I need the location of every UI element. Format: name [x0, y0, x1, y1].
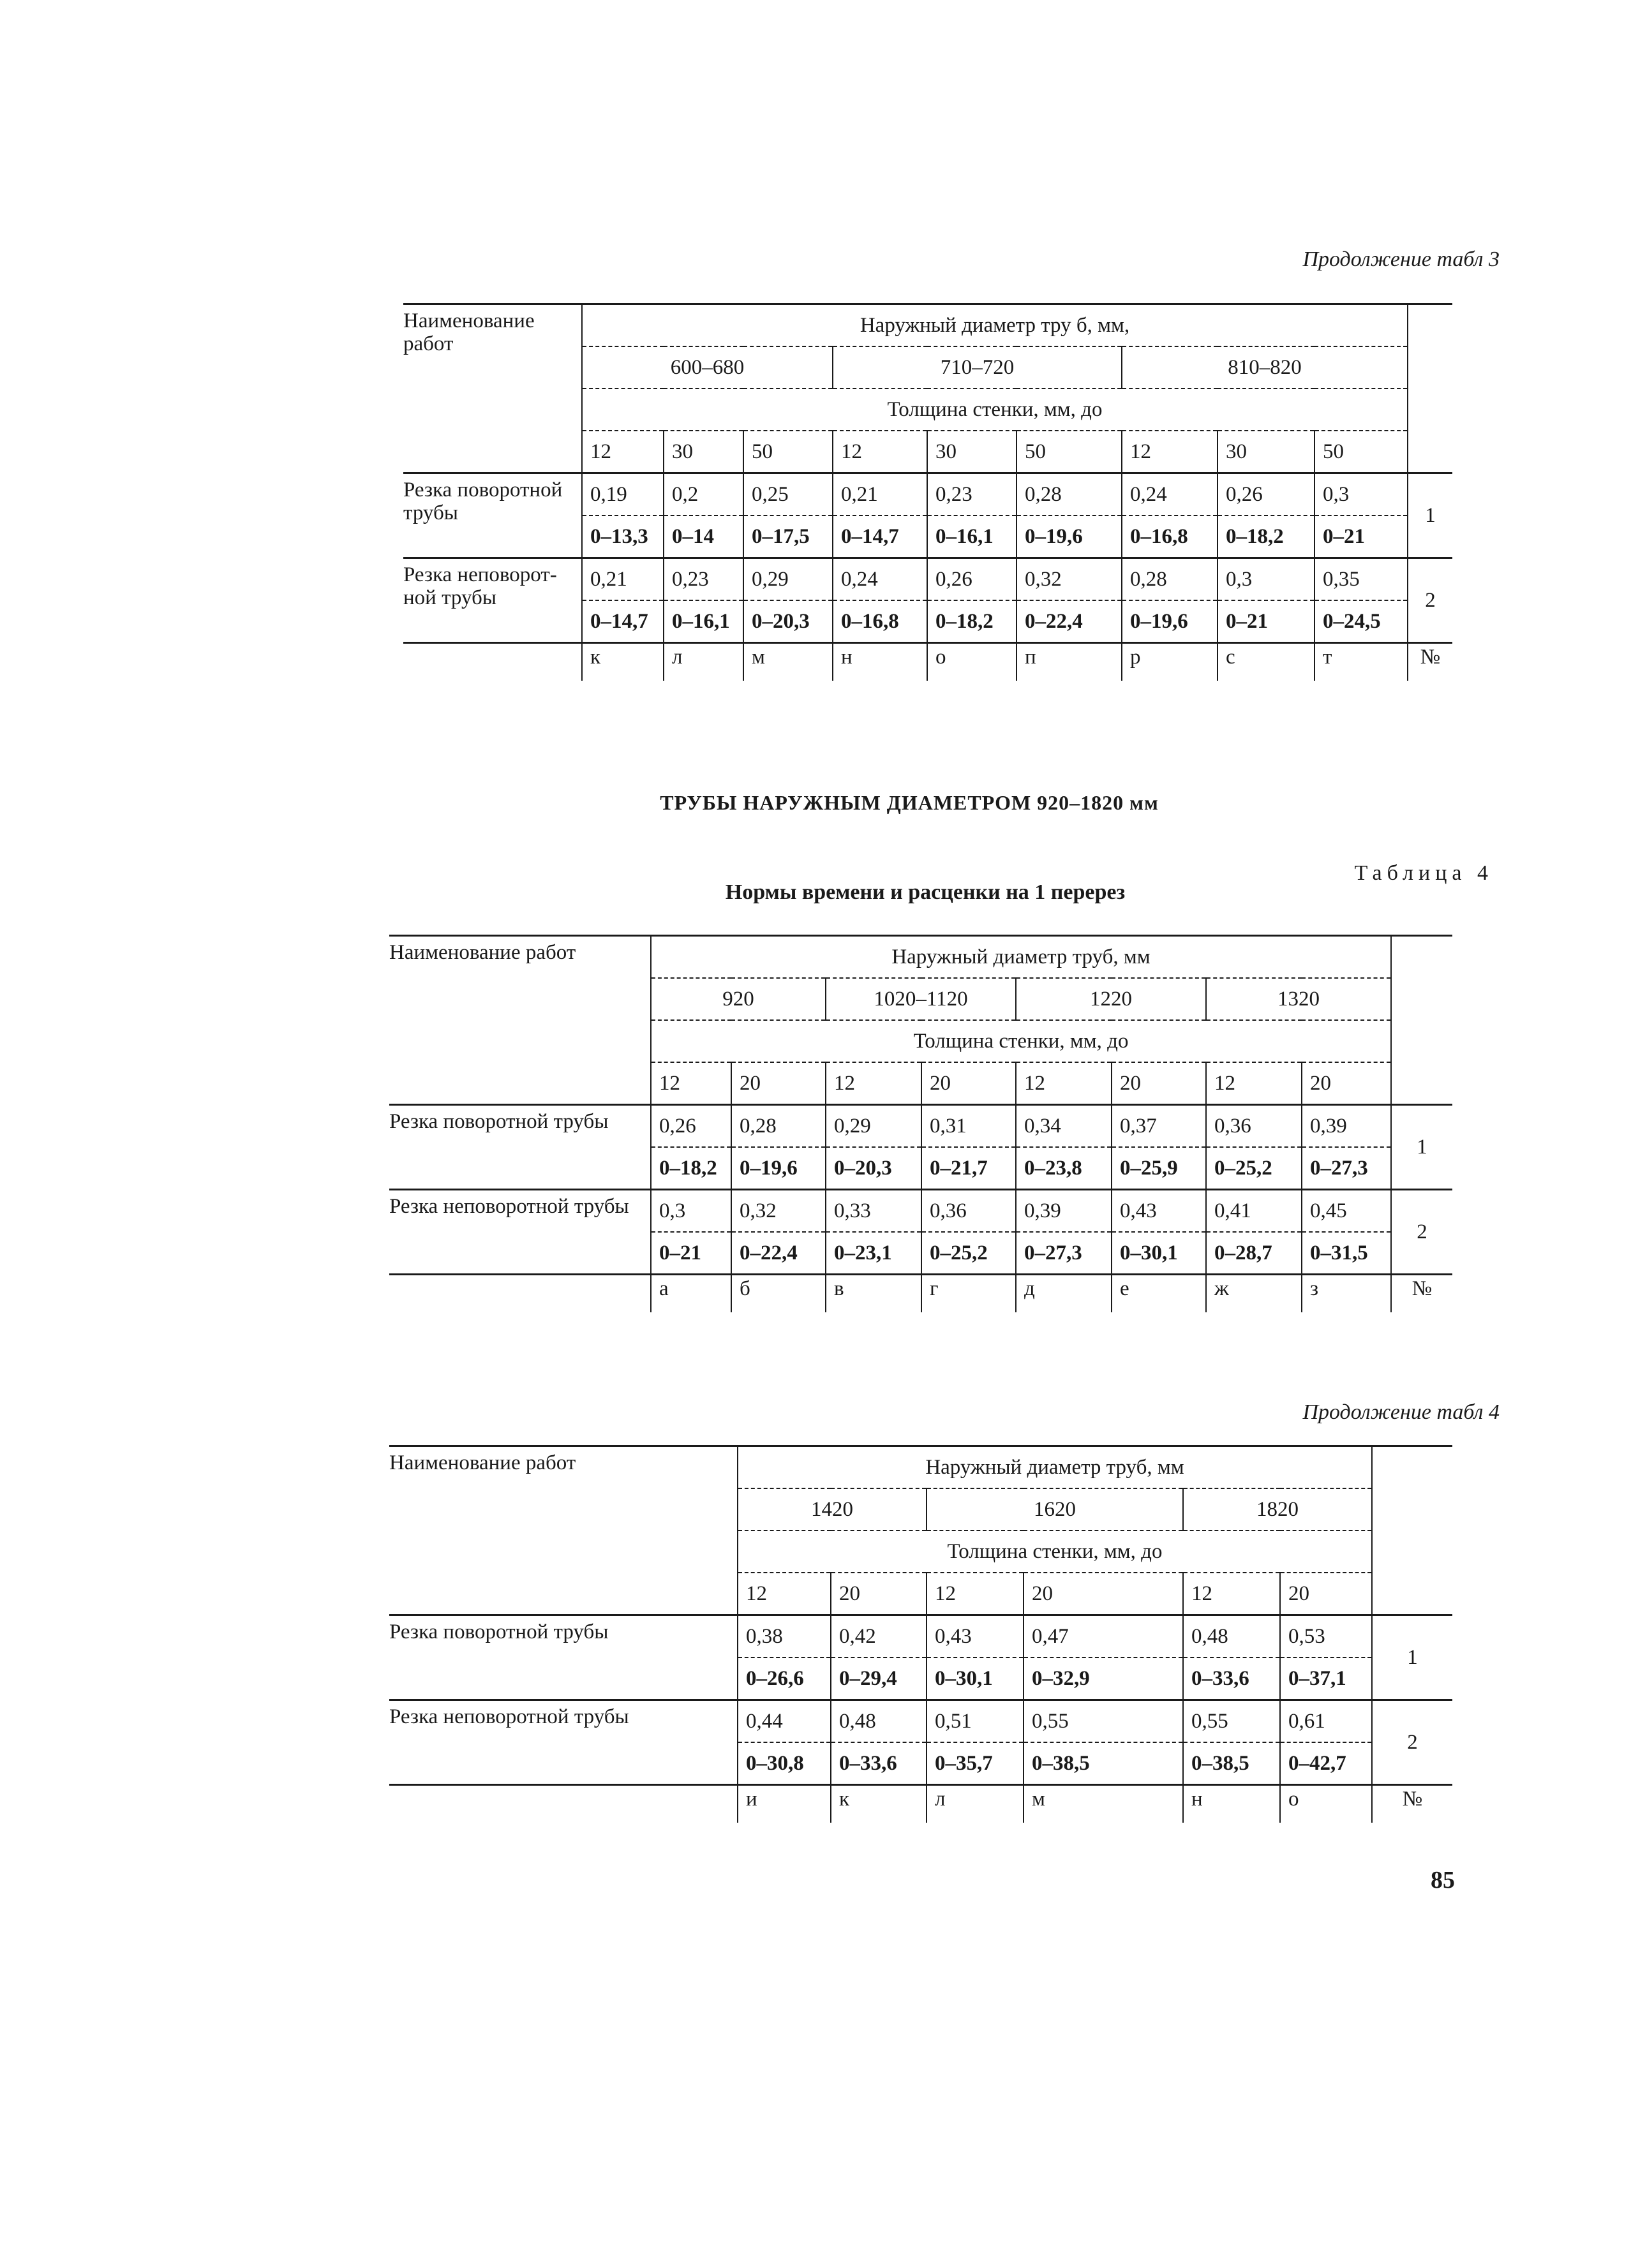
column-code: м	[1024, 1785, 1183, 1823]
time-norm: 0,42	[831, 1615, 927, 1658]
column-code: ж	[1206, 1275, 1302, 1313]
thickness-value: 20	[1280, 1573, 1372, 1615]
column-code: к	[582, 643, 664, 681]
column-code: м	[743, 643, 833, 681]
table4-label: Таблица 4	[1354, 861, 1493, 885]
time-norm: 0,29	[826, 1105, 921, 1148]
row-number: 1	[1408, 473, 1452, 558]
time-norm: 0,28	[1017, 473, 1122, 516]
column-code: с	[1218, 643, 1314, 681]
diameter-group: 710–720	[833, 346, 1122, 389]
time-norm: 0,53	[1280, 1615, 1372, 1658]
price-value: 0–18,2	[935, 609, 994, 633]
time-norm: 0,44	[738, 1700, 831, 1743]
price-value: 0–18,2	[659, 1156, 717, 1180]
name-column-header: Наименование работ	[403, 304, 582, 473]
diameter-header: Наружный диаметр труб, мм	[651, 936, 1391, 979]
thickness-value: 30	[1218, 431, 1314, 473]
number-column-header	[1391, 936, 1452, 1105]
time-norm: 0,45	[1302, 1190, 1391, 1233]
thickness-value: 20	[1112, 1062, 1206, 1105]
column-code: з	[1302, 1275, 1391, 1313]
time-norm: 0,35	[1314, 558, 1408, 601]
thickness-value: 12	[1183, 1573, 1280, 1615]
section-title: ТРУБЫ НАРУЖНЫМ ДИАМЕТРОМ 920–1820 мм	[660, 791, 1159, 814]
work-name: Резка неповоротной трубы	[389, 1700, 738, 1785]
table4	[389, 935, 1452, 1312]
number-column-header	[1372, 1446, 1452, 1615]
price-value: 0–17,5	[752, 524, 810, 548]
price-value: 0–21,7	[930, 1156, 988, 1180]
price-value: 0–19,6	[1130, 609, 1188, 633]
table3-continuation-label: Продолжение табл 3	[1302, 248, 1500, 271]
table4-continuation-label: Продолжение табл 4	[1302, 1400, 1500, 1424]
price-value: 0–22,4	[740, 1241, 798, 1264]
column-code: а	[651, 1275, 731, 1313]
time-norm: 0,48	[1183, 1615, 1280, 1658]
thickness-value: 20	[1302, 1062, 1391, 1105]
price-value: 0–19,6	[1025, 524, 1083, 548]
diameter-header: Наружный диаметр труб, мм	[738, 1446, 1372, 1489]
price-value: 0–16,8	[1130, 524, 1188, 548]
row-number: 2	[1372, 1700, 1452, 1785]
thickness-value: 20	[831, 1573, 927, 1615]
price-value: 0–23,1	[834, 1241, 892, 1264]
time-norm: 0,36	[1206, 1105, 1302, 1148]
thickness-value: 30	[664, 431, 743, 473]
price-value: 0–14,7	[841, 524, 899, 548]
price-value: 0–30,8	[746, 1751, 804, 1775]
time-norm: 0,25	[743, 473, 833, 516]
price-value: 0–16,1	[672, 609, 730, 633]
time-norm: 0,24	[833, 558, 927, 601]
thickness-value: 20	[1024, 1573, 1183, 1615]
thickness-value: 50	[1017, 431, 1122, 473]
thickness-header: Толщина стенки, мм, до	[651, 1020, 1391, 1062]
time-norm: 0,61	[1280, 1700, 1372, 1743]
column-code: в	[826, 1275, 921, 1313]
time-norm: 0,55	[1024, 1700, 1183, 1743]
diameter-group: 1620	[927, 1488, 1183, 1531]
work-name: Резка неповорот-ной трубы	[403, 558, 582, 643]
time-norm: 0,3	[651, 1190, 731, 1233]
price-value: 0–24,5	[1323, 609, 1381, 633]
time-norm: 0,41	[1206, 1190, 1302, 1233]
time-norm: 0,51	[927, 1700, 1024, 1743]
work-name: Резка поворотной трубы	[389, 1105, 651, 1190]
thickness-value: 12	[582, 431, 664, 473]
column-code: и	[738, 1785, 831, 1823]
time-norm: 0,3	[1314, 473, 1408, 516]
time-norm: 0,48	[831, 1700, 927, 1743]
table4-caption: Нормы времени и расценки на 1 перерез	[725, 880, 1126, 904]
column-code: п	[1017, 643, 1122, 681]
work-name: Резка неповоротной трубы	[389, 1190, 651, 1275]
price-value: 0–21	[1226, 609, 1268, 633]
thickness-value: 12	[833, 431, 927, 473]
price-value: 0–38,5	[1032, 1751, 1090, 1775]
price-value: 0–33,6	[839, 1751, 897, 1775]
thickness-value: 50	[1314, 431, 1408, 473]
column-code: о	[1280, 1785, 1372, 1823]
thickness-value: 30	[927, 431, 1017, 473]
price-value: 0–25,2	[1214, 1156, 1272, 1180]
time-norm: 0,47	[1024, 1615, 1183, 1658]
price-value: 0–25,2	[930, 1241, 988, 1264]
work-name: Резка поворотной трубы	[403, 473, 582, 558]
number-label: №	[1372, 1785, 1452, 1823]
column-code: г	[921, 1275, 1016, 1313]
price-value: 0–22,4	[1025, 609, 1083, 633]
price-value: 0–26,6	[746, 1666, 804, 1690]
price-value: 0–27,3	[1310, 1156, 1368, 1180]
price-value: 0–19,6	[740, 1156, 798, 1180]
footer-blank	[389, 1785, 738, 1823]
thickness-header: Толщина стенки, мм, до	[582, 389, 1408, 431]
column-code: т	[1314, 643, 1408, 681]
column-code: е	[1112, 1275, 1206, 1313]
diameter-group: 1020–1120	[826, 978, 1016, 1020]
time-norm: 0,24	[1122, 473, 1218, 516]
thickness-header: Толщина стенки, мм, до	[738, 1531, 1372, 1573]
footer-blank	[389, 1275, 651, 1313]
diameter-group: 1220	[1016, 978, 1206, 1020]
thickness-value: 12	[738, 1573, 831, 1615]
page-number: 85	[1431, 1867, 1455, 1894]
time-norm: 0,26	[1218, 473, 1314, 516]
diameter-group: 1420	[738, 1488, 927, 1531]
column-code: н	[833, 643, 927, 681]
time-norm: 0,28	[731, 1105, 826, 1148]
number-label: №	[1408, 643, 1452, 681]
time-norm: 0,39	[1302, 1105, 1391, 1148]
name-column-header: Наименование работ	[389, 1446, 738, 1615]
time-norm: 0,21	[833, 473, 927, 516]
price-value: 0–38,5	[1191, 1751, 1249, 1775]
column-code: о	[927, 643, 1017, 681]
price-value: 0–30,1	[1120, 1241, 1178, 1264]
price-value: 0–30,1	[935, 1666, 993, 1690]
time-norm: 0,2	[664, 473, 743, 516]
price-value: 0–23,8	[1024, 1156, 1082, 1180]
diameter-group: 600–680	[582, 346, 833, 389]
row-number: 1	[1372, 1615, 1452, 1700]
column-code: л	[664, 643, 743, 681]
time-norm: 0,43	[1112, 1190, 1206, 1233]
row-number: 2	[1391, 1190, 1452, 1275]
price-value: 0–18,2	[1226, 524, 1284, 548]
price-value: 0–16,1	[935, 524, 994, 548]
column-code: д	[1016, 1275, 1112, 1313]
price-value: 0–27,3	[1024, 1241, 1082, 1264]
thickness-value: 20	[731, 1062, 826, 1105]
time-norm: 0,43	[927, 1615, 1024, 1658]
number-column-header	[1408, 304, 1452, 473]
row-number: 1	[1391, 1105, 1452, 1190]
time-norm: 0,28	[1122, 558, 1218, 601]
column-code: н	[1183, 1785, 1280, 1823]
price-value: 0–21	[1323, 524, 1365, 548]
row-number: 2	[1408, 558, 1452, 643]
price-value: 0–16,8	[841, 609, 899, 633]
time-norm: 0,26	[927, 558, 1017, 601]
price-value: 0–25,9	[1120, 1156, 1178, 1180]
price-value: 0–29,4	[839, 1666, 897, 1690]
time-norm: 0,3	[1218, 558, 1314, 601]
price-value: 0–31,5	[1310, 1241, 1368, 1264]
price-value: 0–42,7	[1288, 1751, 1346, 1775]
time-norm: 0,23	[927, 473, 1017, 516]
price-value: 0–28,7	[1214, 1241, 1272, 1264]
price-value: 0–20,3	[752, 609, 810, 633]
diameter-group: 920	[651, 978, 826, 1020]
time-norm: 0,36	[921, 1190, 1016, 1233]
column-code: р	[1122, 643, 1218, 681]
time-norm: 0,29	[743, 558, 833, 601]
thickness-value: 12	[927, 1573, 1024, 1615]
time-norm: 0,31	[921, 1105, 1016, 1148]
thickness-value: 12	[1016, 1062, 1112, 1105]
time-norm: 0,39	[1016, 1190, 1112, 1233]
time-norm: 0,26	[651, 1105, 731, 1148]
time-norm: 0,34	[1016, 1105, 1112, 1148]
price-value: 0–32,9	[1032, 1666, 1090, 1690]
table4-continued	[389, 1445, 1452, 1823]
time-norm: 0,19	[582, 473, 664, 516]
thickness-value: 20	[921, 1062, 1016, 1105]
thickness-value: 12	[1206, 1062, 1302, 1105]
price-value: 0–14	[672, 524, 714, 548]
price-value: 0–13,3	[590, 524, 648, 548]
time-norm: 0,23	[664, 558, 743, 601]
price-value: 0–33,6	[1191, 1666, 1249, 1690]
column-code: л	[927, 1785, 1024, 1823]
time-norm: 0,55	[1183, 1700, 1280, 1743]
price-value: 0–20,3	[834, 1156, 892, 1180]
table3	[403, 303, 1452, 681]
time-norm: 0,32	[1017, 558, 1122, 601]
price-value: 0–14,7	[590, 609, 648, 633]
diameter-header: Наружный диаметр тру б, мм,	[582, 304, 1408, 347]
thickness-value: 12	[1122, 431, 1218, 473]
time-norm: 0,21	[582, 558, 664, 601]
name-column-header: Наименование работ	[389, 936, 651, 1105]
price-value: 0–35,7	[935, 1751, 993, 1775]
time-norm: 0,37	[1112, 1105, 1206, 1148]
number-label: №	[1391, 1275, 1452, 1313]
thickness-value: 50	[743, 431, 833, 473]
price-value: 0–21	[659, 1241, 701, 1264]
work-name: Резка поворотной трубы	[389, 1615, 738, 1700]
footer-blank	[403, 643, 582, 681]
time-norm: 0,33	[826, 1190, 921, 1233]
price-value: 0–37,1	[1288, 1666, 1346, 1690]
time-norm: 0,38	[738, 1615, 831, 1658]
thickness-value: 12	[651, 1062, 731, 1105]
thickness-value: 12	[826, 1062, 921, 1105]
diameter-group: 1320	[1206, 978, 1391, 1020]
column-code: к	[831, 1785, 927, 1823]
diameter-group: 810–820	[1122, 346, 1408, 389]
diameter-group: 1820	[1183, 1488, 1372, 1531]
time-norm: 0,32	[731, 1190, 826, 1233]
column-code: б	[731, 1275, 826, 1313]
